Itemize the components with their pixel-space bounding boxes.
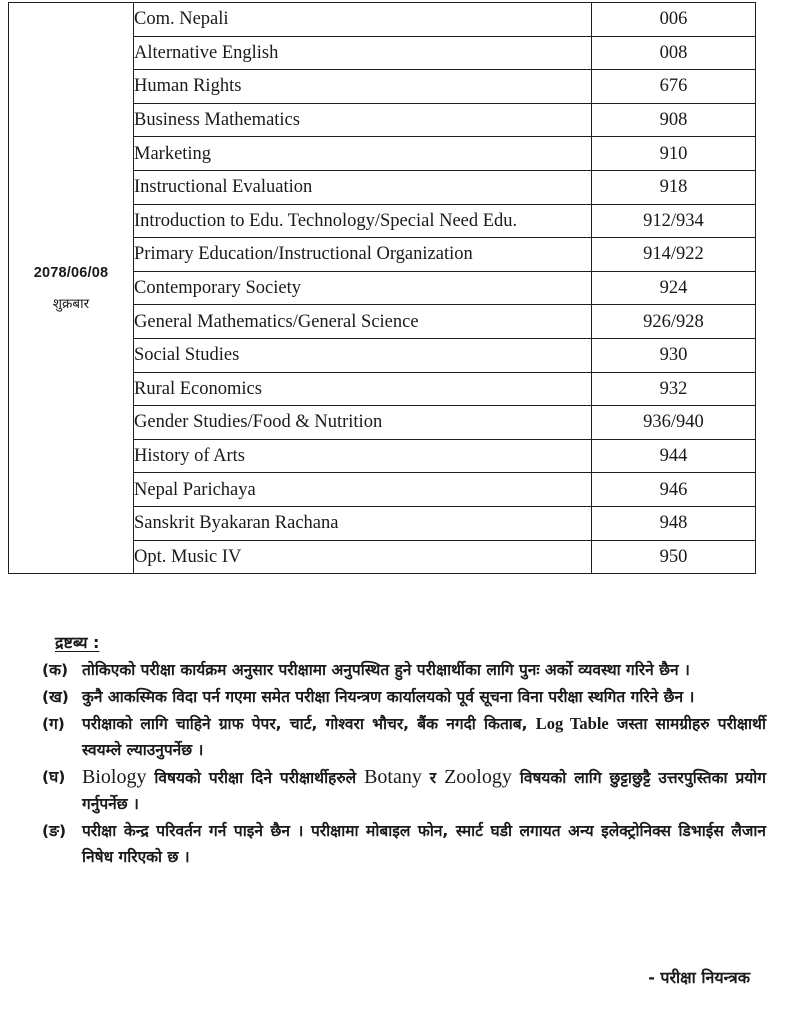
note-text (82, 711, 766, 763)
note-text (82, 764, 766, 817)
subject-cell: Sanskrit Byakaran Rachana (134, 506, 592, 540)
note-text-segment: विषयको परीक्षा दिने परीक्षार्थीहरुले (146, 769, 365, 787)
subject-code-cell: 946 (592, 473, 756, 507)
note-text-segment: जस्ता सामग्रीहरु परीक्षार्थी स्वयम्ले ल्याउनुपर्नेछ । (82, 715, 766, 759)
note-item-ka (40, 657, 766, 683)
subject-cell: Introduction to Edu. Technology/Special Need Edu. (134, 204, 592, 238)
subject-code-cell: 930 (592, 338, 756, 372)
subject-cell: Contemporary Society (134, 271, 592, 305)
exam-date-cell (9, 3, 134, 574)
subject-cell: Com. Nepali (134, 3, 592, 37)
note-marker: (ग) (42, 715, 65, 733)
subject-code-cell: 908 (592, 103, 756, 137)
subject-cell: Alternative English (134, 36, 592, 70)
subject-cell: Rural Economics (134, 372, 592, 406)
subject-cell: Marketing (134, 137, 592, 171)
subject-cell: Social Studies (134, 338, 592, 372)
exam-day-name: शुक्रबार (52, 296, 90, 313)
note-latin-term: Botany (364, 766, 422, 788)
exam-routine-table (8, 2, 756, 574)
note-item-nga (40, 818, 766, 870)
table-row (9, 3, 756, 37)
notes-heading: द्रष्टब्य : (55, 633, 100, 652)
signature-line: - परीक्षा नियन्त्रक (648, 968, 750, 987)
note-text-segment: र (421, 769, 445, 787)
subject-cell: Instructional Evaluation (134, 170, 592, 204)
note-marker: (घ) (42, 768, 66, 786)
subject-cell: Business Mathematics (134, 103, 592, 137)
notes-section (0, 630, 788, 870)
table-body (9, 3, 756, 574)
subject-code-cell: 910 (592, 137, 756, 171)
subject-cell: Human Rights (134, 70, 592, 104)
note-latin-term: Biology (82, 766, 147, 788)
subject-code-cell: 914/922 (592, 238, 756, 272)
subject-code-cell: 008 (592, 36, 756, 70)
note-text-segment: परीक्षाको लागि चाहिने ग्राफ पेपर, चार्ट, गोश्वरा भौचर, बैंक नगदी किताब, (82, 715, 536, 733)
subject-code-cell: 936/940 (592, 406, 756, 440)
subject-code-cell: 944 (592, 439, 756, 473)
note-text: तोकिएको परीक्षा कार्यक्रम अनुसार परीक्षामा अनुपस्थित हुने परीक्षार्थीका लागि पुनः अर्को व्यवस्था गरिने छैन । (82, 661, 690, 679)
subject-code-cell: 950 (592, 540, 756, 574)
note-text: परीक्षा केन्द्र परिवर्तन गर्न पाइने छैन । परीक्षामा मोबाइल फोन, स्मार्ट घडी लगायत अन्य इलेक्ट्रोनिक्स डिभाईस लैजान निषेध गरिएको छ । (82, 822, 766, 866)
note-latin-term: Log Table (535, 714, 609, 733)
note-marker: (क) (42, 661, 69, 679)
exam-date-value: 2078/06/08 (33, 265, 109, 282)
note-item-ga (40, 711, 766, 763)
note-marker: (ङ) (42, 822, 67, 840)
subject-code-cell: 932 (592, 372, 756, 406)
subject-code-cell: 918 (592, 170, 756, 204)
notes-heading-wrap (0, 630, 788, 656)
note-item-gha (40, 764, 766, 817)
subject-code-cell: 926/928 (592, 305, 756, 339)
subject-cell: Primary Education/Instructional Organization (134, 238, 592, 272)
subject-code-cell: 676 (592, 70, 756, 104)
subject-cell: History of Arts (134, 439, 592, 473)
note-marker: (ख) (42, 688, 69, 706)
subject-code-cell: 006 (592, 3, 756, 37)
subject-code-cell: 924 (592, 271, 756, 305)
note-text-segment: विषयको लागि छुट्टाछुट्टै उत्तरपुस्तिका प्रयोग गर्नुपर्नेछ । (82, 769, 766, 813)
subject-cell: Gender Studies/Food & Nutrition (134, 406, 592, 440)
subject-code-cell: 912/934 (592, 204, 756, 238)
note-text: कुनै आकस्मिक विदा पर्न गएमा समेत परीक्षा नियन्त्रण कार्यालयको पूर्व सूचना विना परीक्षा स्थगित गरिने छैन । (82, 688, 695, 706)
note-item-kha (40, 684, 766, 710)
subject-cell: Opt. Music IV (134, 540, 592, 574)
subject-code-cell: 948 (592, 506, 756, 540)
subject-cell: Nepal Parichaya (134, 473, 592, 507)
note-latin-term: Zoology (444, 766, 512, 788)
subject-cell: General Mathematics/General Science (134, 305, 592, 339)
